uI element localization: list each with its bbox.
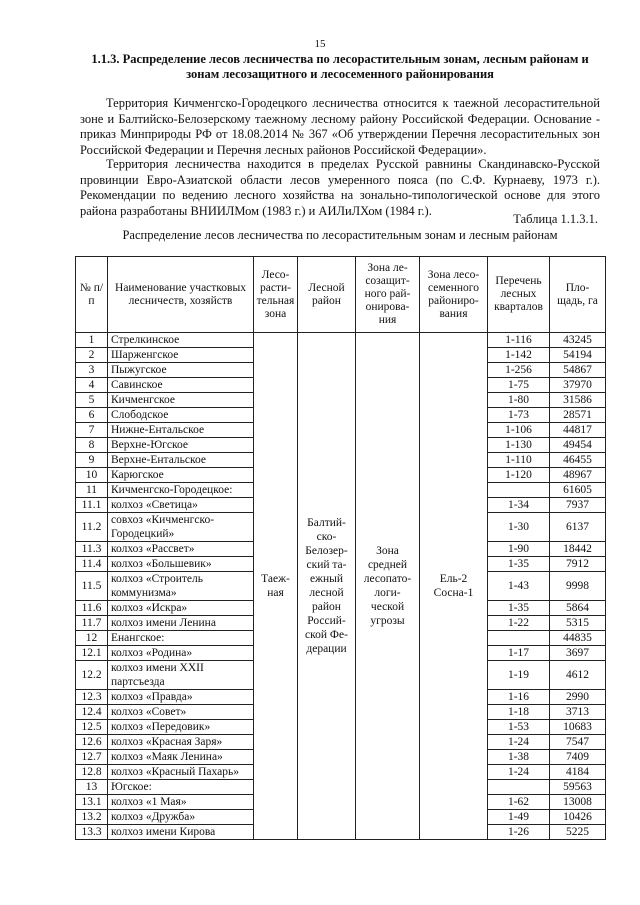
row-area: 44817 <box>550 423 606 438</box>
paragraph-province: Территория лесничества находится в пределах Русской равнины Скандинавско-Русской провинции Евро-Азиатской области лесов умеренного пояса (по С.Ф. Курнаеву, 1973 г.). Рекомендации по ведению лесного хозяйства на зонально-типологической основе для этого района разработаны ВНИИЛМом (1983 г.) и АИЛиЛХом (1984 г.). <box>80 157 600 218</box>
row-area: 37970 <box>550 378 606 393</box>
header-area: Пло-щадь, га <box>550 257 606 333</box>
row-number: 3 <box>76 363 108 378</box>
section-heading <box>80 52 600 82</box>
row-area: 5315 <box>550 616 606 631</box>
row-quarters: 1-19 <box>488 661 550 690</box>
row-number: 11.4 <box>76 557 108 572</box>
row-name: колхоз «Строитель коммунизма» <box>108 572 254 601</box>
header-seed-zone: Зона лесо-семенного райониро-вания <box>420 257 488 333</box>
row-area: 3713 <box>550 705 606 720</box>
row-number: 4 <box>76 378 108 393</box>
row-number: 11.6 <box>76 601 108 616</box>
row-area: 4612 <box>550 661 606 690</box>
row-number: 5 <box>76 393 108 408</box>
row-number: 13.1 <box>76 795 108 810</box>
row-quarters: 1-49 <box>488 810 550 825</box>
row-name: Карюгское <box>108 468 254 483</box>
row-area: 4184 <box>550 765 606 780</box>
merged-veg-zone: Таеж-ная <box>254 333 298 840</box>
row-quarters: 1-80 <box>488 393 550 408</box>
row-name: колхоз «Рассвет» <box>108 542 254 557</box>
row-name: Нижне-Ентальское <box>108 423 254 438</box>
row-name: Югское: <box>108 780 254 795</box>
row-name: Кичменгское <box>108 393 254 408</box>
row-quarters: 1-26 <box>488 825 550 840</box>
row-quarters: 1-34 <box>488 498 550 513</box>
merged-seed-zone: Ель-2 Сосна-1 <box>420 333 488 840</box>
row-quarters: 1-62 <box>488 795 550 810</box>
row-name: колхоз имени Кирова <box>108 825 254 840</box>
row-number: 10 <box>76 468 108 483</box>
row-number: 7 <box>76 423 108 438</box>
merged-protect-zone: Зона средней лесопато-логи-ческой угрозы <box>356 333 420 840</box>
row-area: 6137 <box>550 513 606 542</box>
heading-line-1: 1.1.3. Распределение лесов лесничества по лесорастительным зонам, лесным районам и <box>91 52 589 66</box>
row-quarters: 1-35 <box>488 557 550 572</box>
row-quarters: 1-142 <box>488 348 550 363</box>
row-number: 12.7 <box>76 750 108 765</box>
row-number: 11 <box>76 483 108 498</box>
row-area: 7937 <box>550 498 606 513</box>
header-name: Наименование участковых лесничеств, хозяйств <box>108 257 254 333</box>
header-quarters: Перечень лесных кварталов <box>488 257 550 333</box>
row-number: 2 <box>76 348 108 363</box>
row-number: 12.3 <box>76 690 108 705</box>
row-number: 13 <box>76 780 108 795</box>
row-name: Савинское <box>108 378 254 393</box>
row-name: колхоз «Красная Заря» <box>108 735 254 750</box>
row-name: колхоз «Дружба» <box>108 810 254 825</box>
row-quarters: 1-38 <box>488 750 550 765</box>
paragraph-territory: Территория Кичменгско-Городецкого лесничества относится к таежной лесорастительной зоне и Балтийско-Белозерскому таежному лесному району Российской Федерации. Основание - приказ Минприроды РФ от 18.08.2014 № 367 «Об утверждении Перечня лесорастительных зон Российской Федерации и Перечня лесных районов Российской Федерации». <box>80 96 600 157</box>
row-quarters: 1-22 <box>488 616 550 631</box>
row-quarters <box>488 483 550 498</box>
header-num: № п/п <box>76 257 108 333</box>
row-name: Верхне-Югское <box>108 438 254 453</box>
row-name: совхоз «Кичменгско-Городецкий» <box>108 513 254 542</box>
row-area: 61605 <box>550 483 606 498</box>
row-area: 59563 <box>550 780 606 795</box>
row-quarters: 1-17 <box>488 646 550 661</box>
row-number: 11.5 <box>76 572 108 601</box>
row-quarters: 1-24 <box>488 765 550 780</box>
row-name: колхоз «1 Мая» <box>108 795 254 810</box>
row-area: 44835 <box>550 631 606 646</box>
row-number: 12 <box>76 631 108 646</box>
row-number: 12.4 <box>76 705 108 720</box>
row-quarters: 1-18 <box>488 705 550 720</box>
row-quarters: 1-35 <box>488 601 550 616</box>
row-area: 7547 <box>550 735 606 750</box>
row-quarters <box>488 780 550 795</box>
row-area: 43245 <box>550 333 606 348</box>
row-quarters: 1-106 <box>488 423 550 438</box>
row-area: 9998 <box>550 572 606 601</box>
row-quarters <box>488 631 550 646</box>
row-area: 5864 <box>550 601 606 616</box>
row-quarters: 1-116 <box>488 333 550 348</box>
row-area: 18442 <box>550 542 606 557</box>
row-number: 11.3 <box>76 542 108 557</box>
row-number: 11.7 <box>76 616 108 631</box>
row-name: колхоз «Красный Пахарь» <box>108 765 254 780</box>
forest-distribution-table <box>75 256 606 840</box>
row-number: 12.5 <box>76 720 108 735</box>
row-name: колхоз «Маяк Ленина» <box>108 750 254 765</box>
row-name: колхоз «Светица» <box>108 498 254 513</box>
header-district: Лесной район <box>298 257 356 333</box>
heading-line-2: зонам лесозащитного и лесосеменного районирования <box>186 67 494 81</box>
row-area: 7409 <box>550 750 606 765</box>
row-name: Стрелкинское <box>108 333 254 348</box>
row-area: 7912 <box>550 557 606 572</box>
row-name: колхоз «Родина» <box>108 646 254 661</box>
row-area: 10426 <box>550 810 606 825</box>
row-number: 8 <box>76 438 108 453</box>
header-protect-zone: Зона ле-созащит-ного рай-онирова-ния <box>356 257 420 333</box>
row-quarters: 1-53 <box>488 720 550 735</box>
row-number: 11.2 <box>76 513 108 542</box>
row-number: 12.6 <box>76 735 108 750</box>
row-name: Енангское: <box>108 631 254 646</box>
row-name: колхоз «Большевик» <box>108 557 254 572</box>
row-quarters: 1-75 <box>488 378 550 393</box>
row-quarters: 1-24 <box>488 735 550 750</box>
row-quarters: 1-73 <box>488 408 550 423</box>
row-name: колхоз «Совет» <box>108 705 254 720</box>
page-number: 15 <box>314 38 326 50</box>
row-area: 46455 <box>550 453 606 468</box>
row-name: колхоз «Правда» <box>108 690 254 705</box>
row-area: 3697 <box>550 646 606 661</box>
row-area: 13008 <box>550 795 606 810</box>
row-number: 12.2 <box>76 661 108 690</box>
row-quarters: 1-16 <box>488 690 550 705</box>
row-number: 13.3 <box>76 825 108 840</box>
row-area: 48967 <box>550 468 606 483</box>
row-quarters: 1-130 <box>488 438 550 453</box>
row-area: 10683 <box>550 720 606 735</box>
row-number: 1 <box>76 333 108 348</box>
row-area: 28571 <box>550 408 606 423</box>
row-quarters: 1-90 <box>488 542 550 557</box>
row-number: 13.2 <box>76 810 108 825</box>
row-number: 11.1 <box>76 498 108 513</box>
row-area: 5225 <box>550 825 606 840</box>
row-area: 54867 <box>550 363 606 378</box>
row-quarters: 1-110 <box>488 453 550 468</box>
row-area: 54194 <box>550 348 606 363</box>
row-area: 31586 <box>550 393 606 408</box>
row-number: 9 <box>76 453 108 468</box>
row-name: колхоз имени Ленина <box>108 616 254 631</box>
row-name: Шарженгское <box>108 348 254 363</box>
row-name: колхоз «Искра» <box>108 601 254 616</box>
row-quarters: 1-256 <box>488 363 550 378</box>
row-quarters: 1-43 <box>488 572 550 601</box>
row-name: колхоз имени XXII партсъезда <box>108 661 254 690</box>
row-area: 49454 <box>550 438 606 453</box>
row-area: 2990 <box>550 690 606 705</box>
table-number: Таблица 1.1.3.1. <box>513 212 598 226</box>
row-name: Пыжугское <box>108 363 254 378</box>
merged-district: Балтий-ско-Белозер-ский та-ежный лесной район Россий-ской Фе-дерации <box>298 333 356 840</box>
row-quarters: 1-30 <box>488 513 550 542</box>
row-number: 6 <box>76 408 108 423</box>
table-title: Распределение лесов лесничества по лесорастительным зонам и лесным районам <box>122 228 558 242</box>
row-name: Верхне-Ентальское <box>108 453 254 468</box>
row-name: Кичменгско-Городецкое: <box>108 483 254 498</box>
row-name: колхоз «Передовик» <box>108 720 254 735</box>
table-body <box>76 333 606 840</box>
row-number: 12.8 <box>76 765 108 780</box>
row-quarters: 1-120 <box>488 468 550 483</box>
header-veg-zone: Лесо-расти-тельная зона <box>254 257 298 333</box>
table-row <box>76 333 606 348</box>
row-number: 12.1 <box>76 646 108 661</box>
row-name: Слободское <box>108 408 254 423</box>
